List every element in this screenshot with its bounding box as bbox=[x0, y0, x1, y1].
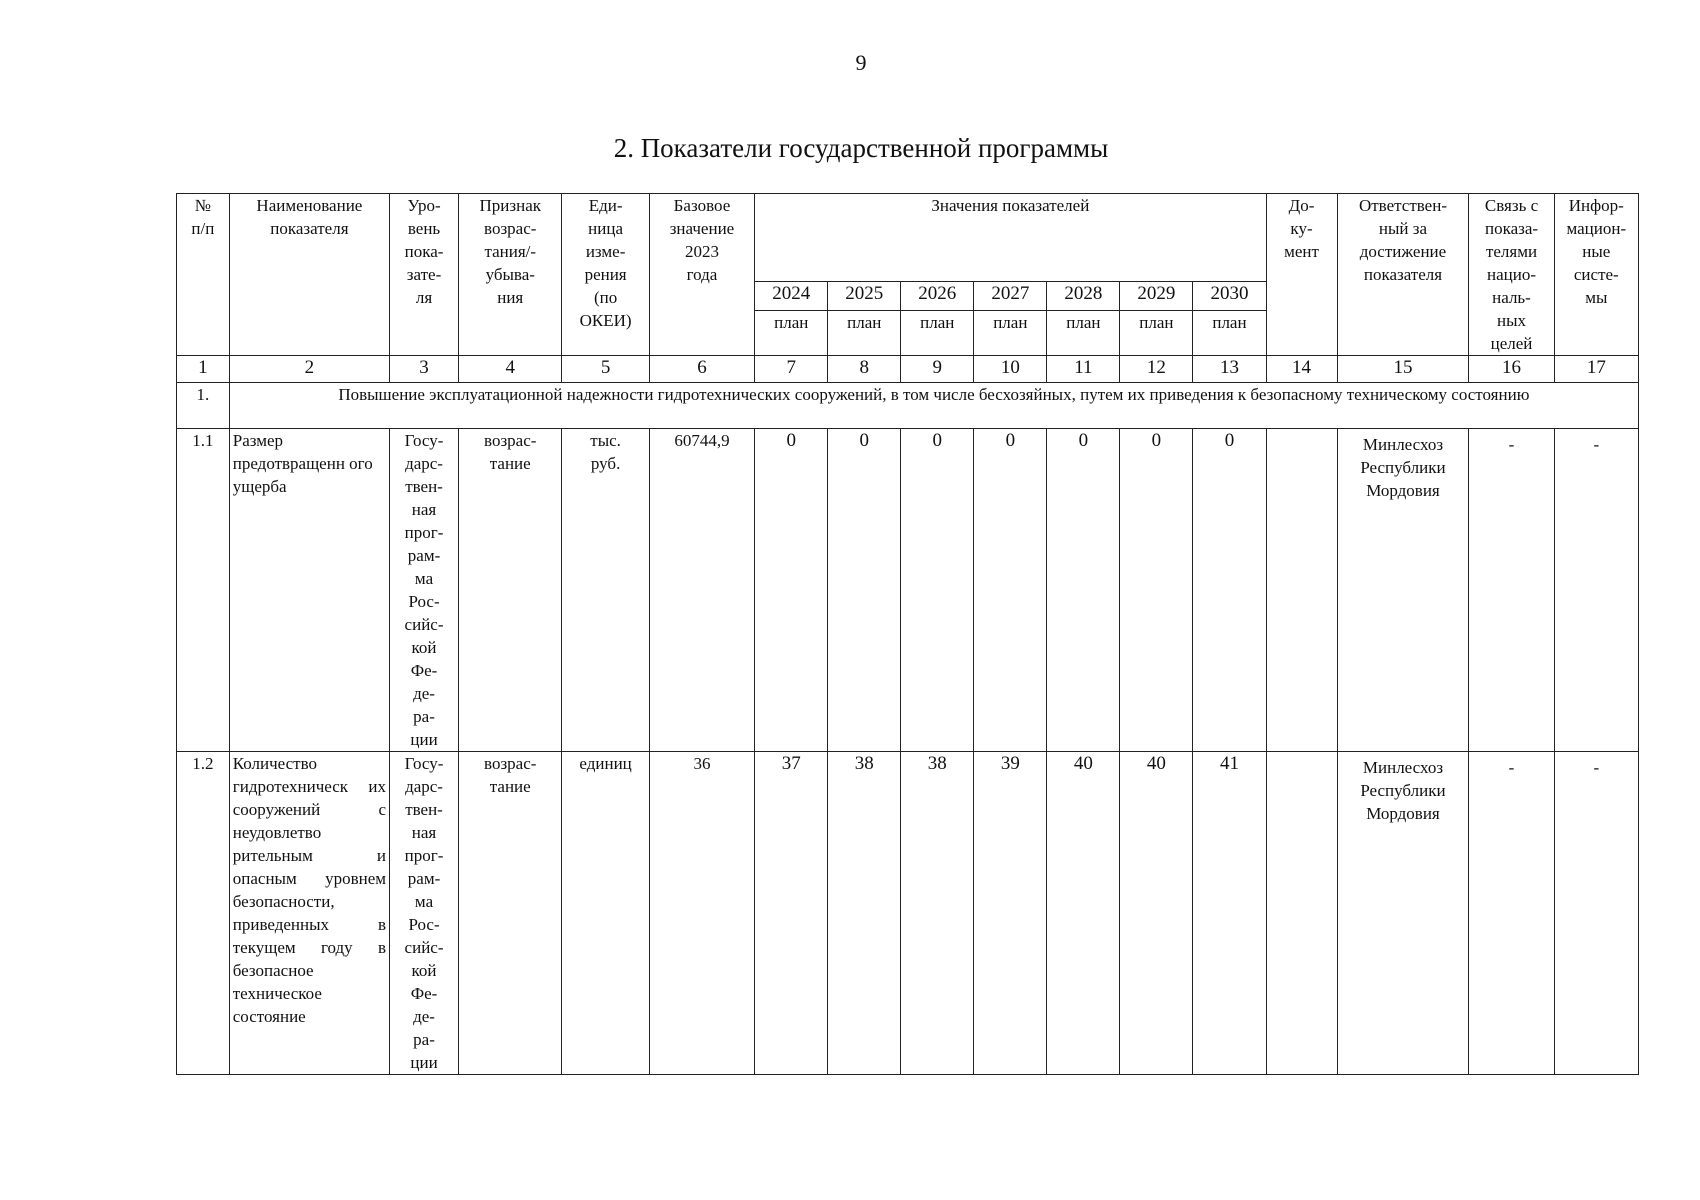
indicator-trend: возрас- тание bbox=[459, 752, 562, 1075]
header-indicator-name: Наименование показателя bbox=[229, 194, 389, 356]
column-number: 5 bbox=[562, 356, 649, 383]
column-number: 12 bbox=[1120, 356, 1193, 383]
value-2028: 0 bbox=[1047, 429, 1120, 752]
year-2030: 2030 bbox=[1193, 282, 1266, 311]
indicator-responsible: Минлесхоз Республики Мордовия bbox=[1337, 429, 1469, 752]
value-2025: 0 bbox=[828, 429, 901, 752]
header-base-value: Базовое значение 2023 года bbox=[649, 194, 755, 356]
value-2024: 37 bbox=[755, 752, 828, 1075]
row-number: 1.2 bbox=[177, 752, 230, 1075]
plan-label-2029: план bbox=[1120, 310, 1193, 355]
value-2024: 0 bbox=[755, 429, 828, 752]
year-2028: 2028 bbox=[1047, 282, 1120, 311]
column-number: 17 bbox=[1554, 356, 1638, 383]
section-row bbox=[177, 383, 1639, 429]
header-level: Уро- вень пока- зате- ля bbox=[390, 194, 459, 356]
table-row bbox=[177, 752, 1639, 1075]
national-goals-link: - bbox=[1469, 752, 1554, 1075]
column-number: 8 bbox=[828, 356, 901, 383]
indicator-document bbox=[1266, 752, 1337, 1075]
indicator-level: Госу- дарс- твен- ная прог- рам- ма Рос- сийс- кой Фе- де- ра- ции bbox=[390, 752, 459, 1075]
column-number: 4 bbox=[459, 356, 562, 383]
column-number: 6 bbox=[649, 356, 755, 383]
indicator-name: Количество гидротехническ их сооружений с неудовлетво рительным и опасным уровнем безопасности, приведенных в текущем году в безопасное техническое состояние bbox=[229, 752, 389, 1075]
indicator-responsible: Минлесхоз Республики Мордовия bbox=[1337, 752, 1469, 1075]
plan-label-2028: план bbox=[1047, 310, 1120, 355]
column-number: 1 bbox=[177, 356, 230, 383]
indicator-document bbox=[1266, 429, 1337, 752]
header-responsible: Ответствен- ный за достижение показателя bbox=[1337, 194, 1469, 356]
indicator-trend: возрас- тание bbox=[459, 429, 562, 752]
header-number: № п/п bbox=[177, 194, 230, 356]
page-number: 9 bbox=[855, 50, 867, 75]
indicator-name: Размер предотвращенн ого ущерба bbox=[229, 429, 389, 752]
indicators-table bbox=[176, 193, 1639, 1075]
indicator-unit: тыс. руб. bbox=[562, 429, 649, 752]
year-2029: 2029 bbox=[1120, 282, 1193, 311]
national-goals-link: - bbox=[1469, 429, 1554, 752]
section-title: Повышение эксплуатационной надежности гидротехнических сооружений, в том числе бесхозяйных, путем их приведения к безопасному техническому состоянию bbox=[229, 383, 1638, 429]
column-number: 9 bbox=[901, 356, 974, 383]
value-2030: 41 bbox=[1193, 752, 1266, 1075]
value-2027: 0 bbox=[974, 429, 1047, 752]
plan-label-2030: план bbox=[1193, 310, 1266, 355]
information-systems: - bbox=[1554, 429, 1638, 752]
year-2026: 2026 bbox=[901, 282, 974, 311]
year-2025: 2025 bbox=[828, 282, 901, 311]
column-number: 13 bbox=[1193, 356, 1266, 383]
indicator-base-value: 60744,9 bbox=[649, 429, 755, 752]
column-number: 10 bbox=[974, 356, 1047, 383]
plan-label-2024: план bbox=[755, 310, 828, 355]
table-header bbox=[177, 194, 1639, 356]
indicator-level: Госу- дарс- твен- ная прог- рам- ма Рос- сийс- кой Фе- де- ра- ции bbox=[390, 429, 459, 752]
information-systems: - bbox=[1554, 752, 1638, 1075]
column-number: 7 bbox=[755, 356, 828, 383]
year-2024: 2024 bbox=[755, 282, 828, 311]
value-2026: 0 bbox=[901, 429, 974, 752]
value-2025: 38 bbox=[828, 752, 901, 1075]
plan-label-2027: план bbox=[974, 310, 1047, 355]
column-number: 11 bbox=[1047, 356, 1120, 383]
header-document: До- ку- мент bbox=[1266, 194, 1337, 356]
value-2030: 0 bbox=[1193, 429, 1266, 752]
header-national-goals-link: Связь с показа- телями нацио- наль- ных целей bbox=[1469, 194, 1554, 356]
indicator-base-value: 36 bbox=[649, 752, 755, 1075]
value-2029: 40 bbox=[1120, 752, 1193, 1075]
plan-label-2025: план bbox=[828, 310, 901, 355]
header-information-systems: Инфор- мацион- ные систе- мы bbox=[1554, 194, 1638, 356]
column-number: 14 bbox=[1266, 356, 1337, 383]
row-number: 1.1 bbox=[177, 429, 230, 752]
column-numbers-row bbox=[177, 356, 1639, 383]
column-number: 3 bbox=[390, 356, 459, 383]
document-title: 2. Показатели государственной программы bbox=[613, 133, 1109, 163]
header-values-group: Значения показателей bbox=[755, 194, 1266, 282]
column-number: 16 bbox=[1469, 356, 1554, 383]
value-2026: 38 bbox=[901, 752, 974, 1075]
value-2028: 40 bbox=[1047, 752, 1120, 1075]
section-number: 1. bbox=[177, 383, 230, 429]
header-trend: Признак возрас- тания/- убыва- ния bbox=[459, 194, 562, 356]
value-2027: 39 bbox=[974, 752, 1047, 1075]
column-number: 15 bbox=[1337, 356, 1469, 383]
indicator-unit: единиц bbox=[562, 752, 649, 1075]
value-2029: 0 bbox=[1120, 429, 1193, 752]
column-number: 2 bbox=[229, 356, 389, 383]
year-2027: 2027 bbox=[974, 282, 1047, 311]
header-unit: Еди- ница изме- рения (по ОКЕИ) bbox=[562, 194, 649, 356]
plan-label-2026: план bbox=[901, 310, 974, 355]
table-row bbox=[177, 429, 1639, 752]
